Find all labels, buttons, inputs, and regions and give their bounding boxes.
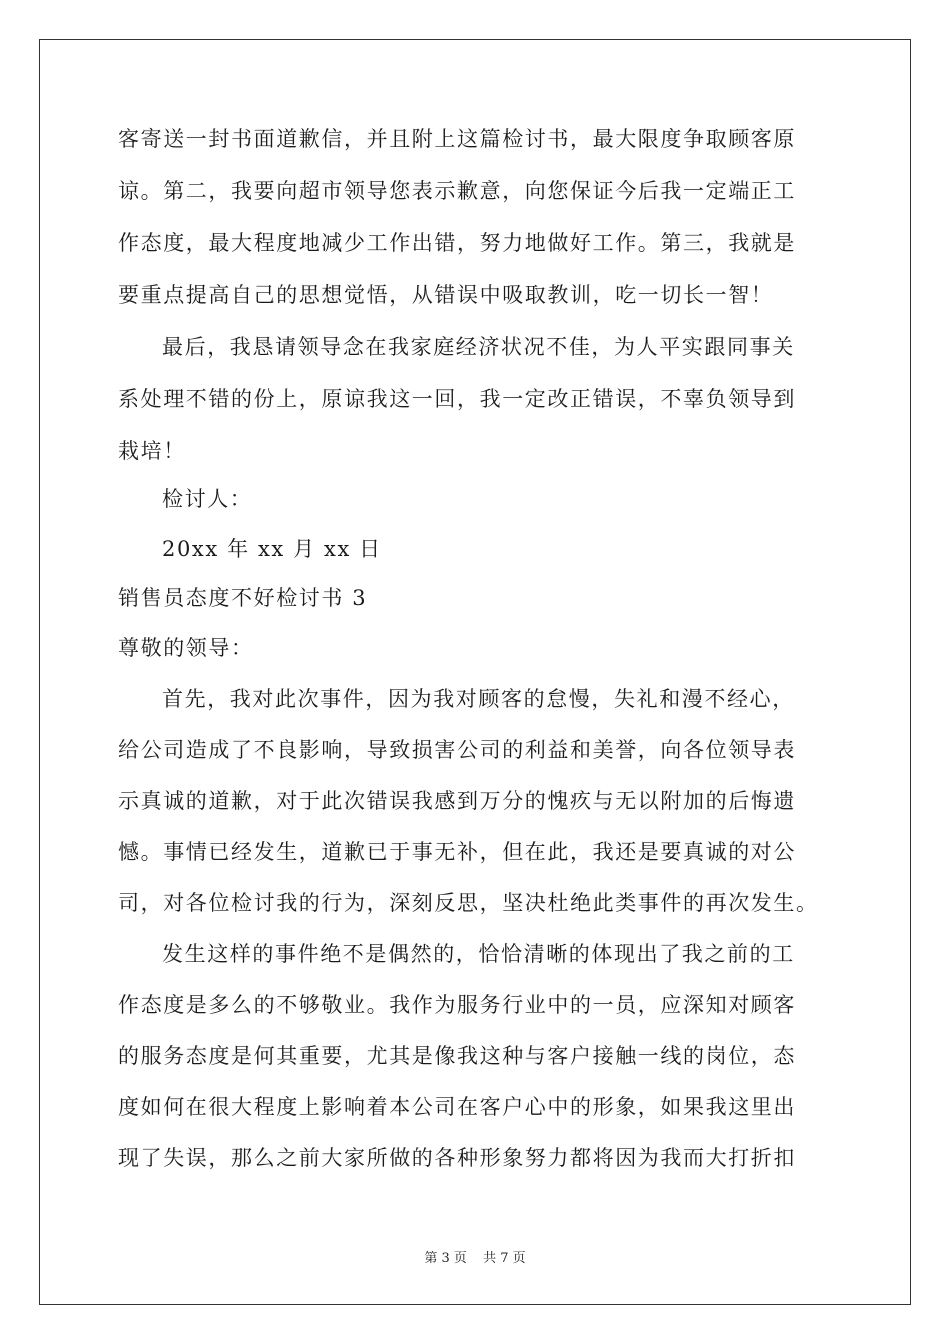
page-number: 第 3 页 [424,1251,467,1266]
text-line: 作态度是多么的不够敬业。我作为服务行业中的一员，应深知对顾客 [118,993,796,1017]
text-line: 的服务态度是何其重要，尤其是像我这种与客户接触一线的岗位，态 [118,1044,796,1068]
text-line: 系处理不错的份上，原谅我这一回，我一定改正错误，不辜负领导到 [118,387,796,411]
text-line: 度如何在很大程度上影响着本公司在客户心中的形象，如果我这里出 [118,1095,796,1119]
text-line: 司，对各位检讨我的行为，深刻反思，坚决杜绝此类事件的再次发生。 [118,891,819,915]
page-footer [0,1247,950,1266]
text-line: 给公司造成了不良影响，导致损害公司的利益和美誉，向各位领导表 [118,738,796,762]
text-line: 发生这样的事件绝不是偶然的，恰恰清晰的体现出了我之前的工 [162,942,795,966]
date-line: 20xx 年 xx 月 xx 日 [162,537,382,561]
text-line: 谅。第二，我要向超市领导您表示歉意，向您保证今后我一定端正工 [118,179,796,203]
text-line: 最后，我恳请领导念在我家庭经济状况不佳，为人平实跟同事关 [162,335,795,359]
text-line: 栽培！ [118,439,186,463]
text-line: 客寄送一封书面道歉信，并且附上这篇检讨书，最大限度争取顾客原 [118,127,796,151]
text-line: 首先，我对此次事件，因为我对顾客的怠慢，失礼和漫不经心， [162,687,795,711]
salutation: 尊敬的领导： [118,636,254,660]
section-title: 销售员态度不好检讨书 3 [118,586,368,610]
text-line: 示真诚的道歉，对于此次错误我感到万分的愧疚与无以附加的后悔遗 [118,789,796,813]
text-line: 要重点提高自己的思想觉悟，从错误中吸取教训，吃一切长一智！ [118,283,774,307]
page-total: 共 7 页 [483,1251,526,1266]
signature-label: 检讨人： [162,487,253,511]
text-line: 作态度，最大程度地减少工作出错，努力地做好工作。第三，我就是 [118,231,796,255]
text-line: 憾。事情已经发生，道歉已于事无补，但在此，我还是要真诚的对公 [118,840,796,864]
text-line: 现了失误，那么之前大家所做的各种形象努力都将因为我而大打折扣 [118,1146,796,1170]
